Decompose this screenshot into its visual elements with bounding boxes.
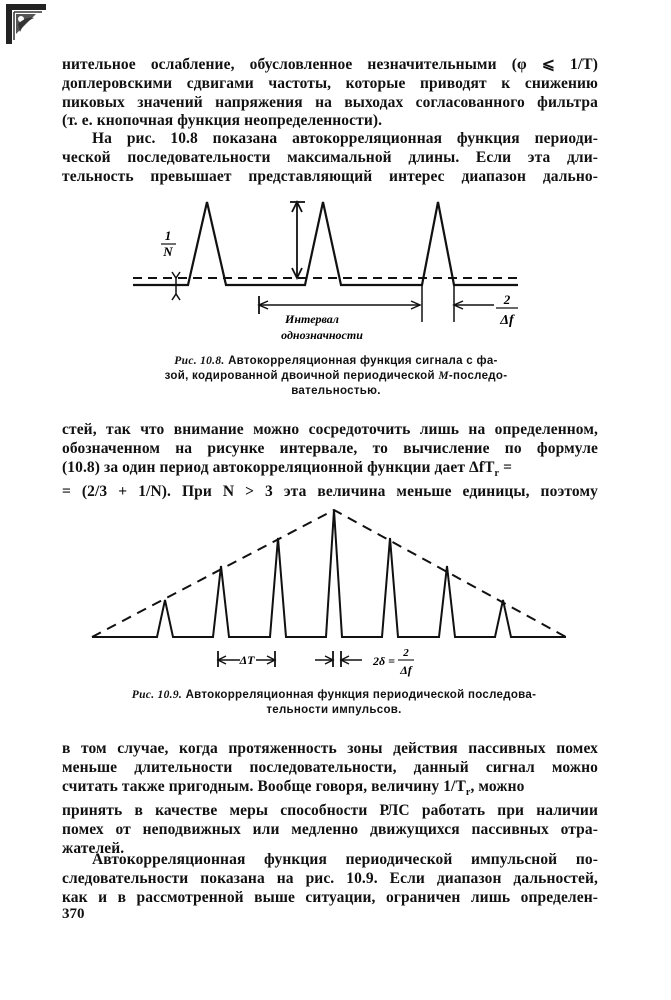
text-subscript: r [465,786,471,798]
label-N: N [163,244,173,259]
text-line: доплеровскими сдвигами частоты, которые приводят к снижению [62,74,598,92]
caption-prefix: Рис. 10.9. [131,689,183,701]
paragraph-5 [62,851,598,907]
text-segment: (10.8) за один период автокорреляционной функции дает ΔfT [62,458,495,476]
text-line: На рис. 10.8 показана автокорреляционная функция периоди- [92,130,598,147]
text-line: следовательности показана на рис. 10.9. Если диапазон дальностей, [62,869,598,887]
text-line: пиковых значений напряжения на выходах согласованного фильтра [62,93,598,111]
label-df: Δf [400,663,412,677]
caption-line: вательностью. [291,385,381,397]
caption-line: тельности импульсов. [266,704,402,716]
text-line: стей, так что внимание можно сосредоточить лишь на определенном, [62,421,598,438]
text-line [62,778,598,803]
text-line: тельность превышает представляющий интерес диапазон дально- [62,167,598,185]
text-line: Автокорреляционная функция периодической импульсной по- [92,851,598,868]
text-subscript: r [494,467,500,479]
text-line: нительное ослабление, обусловленное незначительными (φ ⩽ 1/T) [62,56,598,73]
text-line: (т. е. кнопочная функция неопределенности). [62,112,383,130]
text-segment: = [499,458,513,476]
label-interval-2: однозначности [281,328,363,342]
caption-line: Автокорреляционная функция периодической последова- [185,689,537,701]
text-line: помех от неподвижных или медленно движущихся пассивных отра- [62,821,598,839]
label-2delta: 2δ = [373,654,395,668]
text-segment: считать также пригодным. Вообще говоря, величину 1/T [62,777,466,795]
text-line: в том случае, когда протяженность зоны действия пассивных помех [62,740,598,757]
text-line: жателей. [62,840,125,858]
text-line: ческой последовательности максимальной длины. Если эта дли- [62,148,598,166]
label-one: 1 [164,228,172,243]
caption-italic: M [438,370,449,382]
paragraph-4 [62,740,598,859]
label-dT: ΔT [239,653,255,667]
text-line: меньше длительности последовательности, данный сигнал можно [62,758,598,776]
page-number: 370 [62,906,85,922]
figure-10-9-caption [84,688,584,718]
caption-line: Автокорреляционная функция сигнала с фа- [228,355,498,367]
label-two: 2 [503,292,511,307]
label-df: Δf [500,313,514,328]
text-segment: , можно [470,777,525,795]
text-line: принять в качестве меры способности РЛС работать при наличии [62,802,598,820]
label-two: 2 [403,647,409,659]
caption-prefix: Рис. 10.8. [174,355,225,367]
text-line: как и в рассмотренной выше ситуации, ограничен лишь определен- [62,888,598,906]
label-interval-1: Интервал [285,312,339,326]
caption-line: -последо- [448,370,508,382]
caption-line: зой, кодированной двоичной периодической [164,370,439,382]
text-line: обозначенном на рисунке интервале, то вычисление по формуле [62,439,598,457]
text-line: = (2/3 + 1/N). При N > 3 эта величина меньше единицы, поэтому [62,483,598,501]
